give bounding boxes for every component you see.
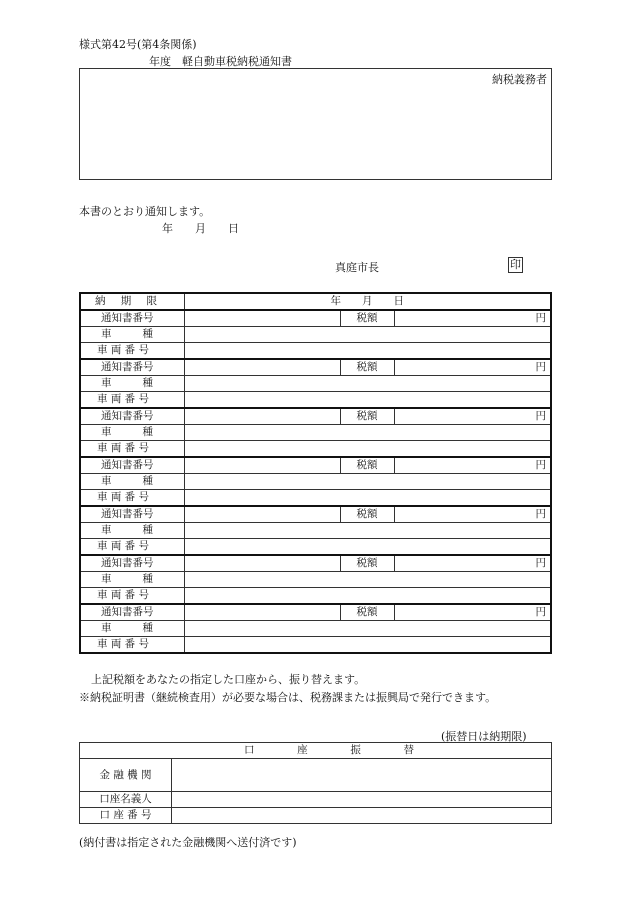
vehicle-type-row [80,572,551,588]
deadline-row [80,293,551,310]
page-title: 年度 軽自動車税納税通知書 [149,55,292,68]
account-no-value [172,808,552,824]
vehicle-type-label: 車 種 [80,376,184,392]
notice-no-value [184,604,340,621]
tax-yen: 円 [394,604,551,621]
vehicle-no-value [184,343,551,360]
vehicle-no-value [184,637,551,654]
transfer-text: 上記税額をあなたの指定した口座から、振り替えます。 [91,673,366,686]
account-no-label: 口 座 番 号 [80,808,172,824]
tax-yen: 円 [394,408,551,425]
vehicle-type-value [184,327,551,343]
deadline-label: 納 期 限 [80,293,184,310]
vehicle-type-value [184,425,551,441]
notice-no-label: 通知書番号 [80,408,184,425]
tax-yen: 円 [394,555,551,572]
notice-no-label: 通知書番号 [80,555,184,572]
tax-label: 税額 [340,310,394,327]
notice-no-value [184,506,340,523]
notice-no-value [184,310,340,327]
vehicle-type-row [80,523,551,539]
vehicle-type-row [80,621,551,637]
vehicle-type-value [184,523,551,539]
notice-text: 本書のとおり通知します。 [79,205,211,218]
vehicle-type-value [184,474,551,490]
vehicle-no-row [80,539,551,556]
bank-row [80,759,552,792]
tax-label: 税額 [340,604,394,621]
bank-label: 金 融 機 関 [80,759,172,792]
tax-table [79,292,552,654]
vehicle-no-label: 車 両 番 号 [80,343,184,360]
account-table [79,742,552,824]
notice-row [80,359,551,376]
account-header-row [80,743,552,759]
tax-label: 税額 [340,506,394,523]
notice-row [80,408,551,425]
vehicle-no-value [184,539,551,556]
vehicle-no-value [184,490,551,507]
bank-value [172,759,552,792]
tax-yen: 円 [394,359,551,376]
notice-no-label: 通知書番号 [80,359,184,376]
vehicle-no-label: 車 両 番 号 [80,539,184,556]
vehicle-type-label: 車 種 [80,572,184,588]
notice-no-label: 通知書番号 [80,310,184,327]
vehicle-no-value [184,588,551,605]
vehicle-no-value [184,441,551,458]
vehicle-type-row [80,327,551,343]
mayor-label: 真庭市長 [335,261,379,274]
vehicle-no-row [80,588,551,605]
notice-row [80,457,551,474]
notice-no-value [184,408,340,425]
vehicle-type-value [184,572,551,588]
vehicle-no-label: 車 両 番 号 [80,588,184,605]
vehicle-no-value [184,392,551,409]
notice-no-value [184,457,340,474]
vehicle-type-row [80,474,551,490]
vehicle-no-label: 車 両 番 号 [80,637,184,654]
notice-no-value [184,555,340,572]
tax-label: 税額 [340,555,394,572]
notice-no-label: 通知書番号 [80,604,184,621]
vehicle-no-row [80,637,551,654]
holder-row [80,792,552,808]
tax-label: 税額 [340,408,394,425]
vehicle-type-label: 車 種 [80,523,184,539]
tax-yen: 円 [394,506,551,523]
deadline-value: 年 月 日 [184,293,551,310]
notice-no-label: 通知書番号 [80,457,184,474]
form-number: 様式第42号(第4条関係) [79,38,197,51]
footer-note: (納付書は指定された金融機関へ送付済です) [79,836,297,849]
vehicle-no-label: 車 両 番 号 [80,392,184,409]
vehicle-type-label: 車 種 [80,474,184,490]
tax-label: 税額 [340,359,394,376]
vehicle-type-label: 車 種 [80,425,184,441]
notice-row [80,555,551,572]
notice-date: 年 月 日 [162,222,239,235]
notice-row [80,310,551,327]
vehicle-type-label: 車 種 [80,327,184,343]
notice-row [80,604,551,621]
vehicle-no-row [80,343,551,360]
vehicle-no-row [80,441,551,458]
notice-no-value [184,359,340,376]
vehicle-no-label: 車 両 番 号 [80,441,184,458]
certificate-note: ※納税証明書（継続検査用）が必要な場合は、税務課または振興局で発行できます。 [79,691,497,704]
vehicle-type-row [80,376,551,392]
account-no-row [80,808,552,824]
taxpayer-label: 納税義務者 [492,73,547,86]
vehicle-no-row [80,490,551,507]
tax-label: 税額 [340,457,394,474]
tax-yen: 円 [394,457,551,474]
vehicle-no-row [80,392,551,409]
taxpayer-box [79,68,552,180]
vehicle-type-value [184,376,551,392]
tax-yen: 円 [394,310,551,327]
vehicle-type-row [80,425,551,441]
seal-box [508,257,523,273]
vehicle-no-label: 車 両 番 号 [80,490,184,507]
holder-label: 口座名義人 [80,792,172,808]
seal-mark: 印 [510,258,521,271]
notice-row [80,506,551,523]
notice-no-label: 通知書番号 [80,506,184,523]
vehicle-type-value [184,621,551,637]
account-header: 口 座 振 替 [80,743,552,759]
vehicle-type-label: 車 種 [80,621,184,637]
transfer-date-note: (振替日は納期限) [441,730,527,743]
holder-value [172,792,552,808]
